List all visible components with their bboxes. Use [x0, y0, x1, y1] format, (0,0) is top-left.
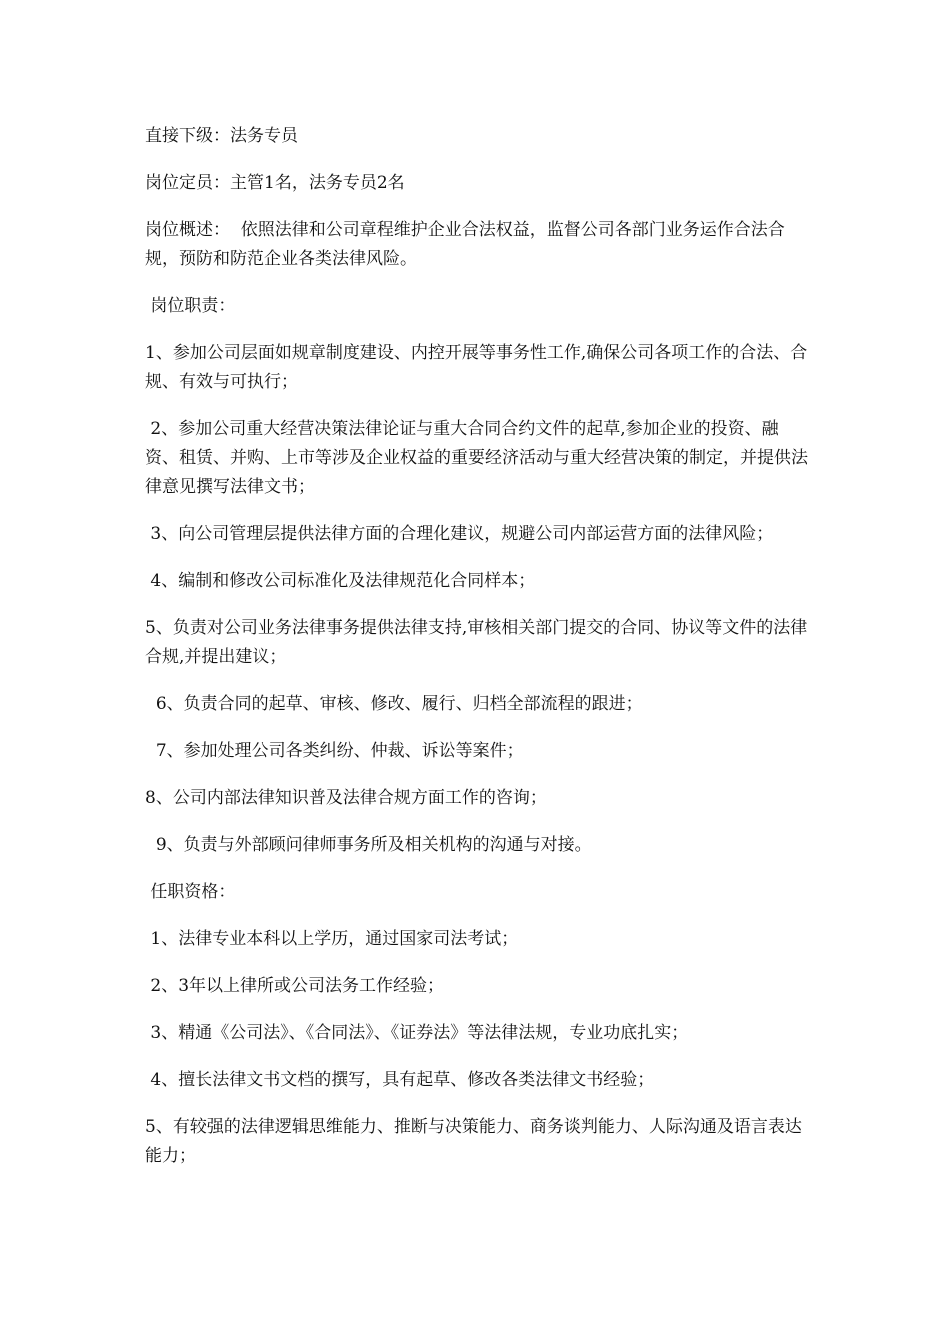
- paragraph-headcount: 岗位定员：主管1名，法务专员2名: [145, 173, 405, 193]
- qualification-item-2: 2、3年以上律所或公司法务工作经验；: [145, 976, 445, 996]
- duty-item-4: 4、编制和修改公司标准化及法律规范化合同样本；: [145, 571, 536, 591]
- document-body: [145, 122, 810, 1189]
- qualification-item-4: 4、擅长法律文书文档的撰写，具有起草、修改各类法律文书经验；: [145, 1070, 655, 1090]
- section-heading-duties: 岗位职责：: [145, 296, 236, 316]
- paragraph-direct-subordinate: 直接下级：法务专员: [145, 126, 298, 146]
- duty-item-7: 7、参加处理公司各类纠纷、仲裁、诉讼等案件；: [145, 741, 524, 761]
- qualification-item-1: 1、法律专业本科以上学历，通过国家司法考试；: [145, 929, 519, 949]
- duty-item-8: 8、公司内部法律知识普及法律合规方面工作的咨询；: [145, 788, 547, 808]
- duty-item-5: 5、负责对公司业务法律事务提供法律支持,审核相关部门提交的合同、协议等文件的法律合规,并提出建议；: [145, 618, 808, 667]
- paragraph-overview: 岗位概述： 依照法律和公司章程维护企业合法权益，监督公司各部门业务运作合法合规，预防和防范企业各类法律风险。: [145, 220, 785, 269]
- duty-item-3: 3、向公司管理层提供法律方面的合理化建议，规避公司内部运营方面的法律风险；: [145, 524, 774, 544]
- section-heading-qualifications: 任职资格：: [145, 882, 236, 902]
- duty-item-2: 2、参加公司重大经营决策法律论证与重大合同合约文件的起草,参加企业的投资、融资、租赁、并购、上市等涉及企业权益的重要经济活动与重大经营决策的制定，并提供法律意见撰写法律文书；: [145, 419, 808, 497]
- qualification-item-5: 5、有较强的法律逻辑思维能力、推断与决策能力、商务谈判能力、人际沟通及语言表达能力；: [145, 1117, 802, 1166]
- duty-item-1: 1、参加公司层面如规章制度建设、内控开展等事务性工作,确保公司各项工作的合法、合规、有效与可执行；: [145, 343, 808, 392]
- duty-item-6: 6、负责合同的起草、审核、修改、履行、归档全部流程的跟进；: [145, 694, 643, 714]
- qualification-item-3: 3、精通《公司法》、《合同法》、《证券法》等法律法规，专业功底扎实；: [145, 1023, 689, 1043]
- duty-item-9: 9、负责与外部顾问律师事务所及相关机构的沟通与对接。: [145, 835, 592, 855]
